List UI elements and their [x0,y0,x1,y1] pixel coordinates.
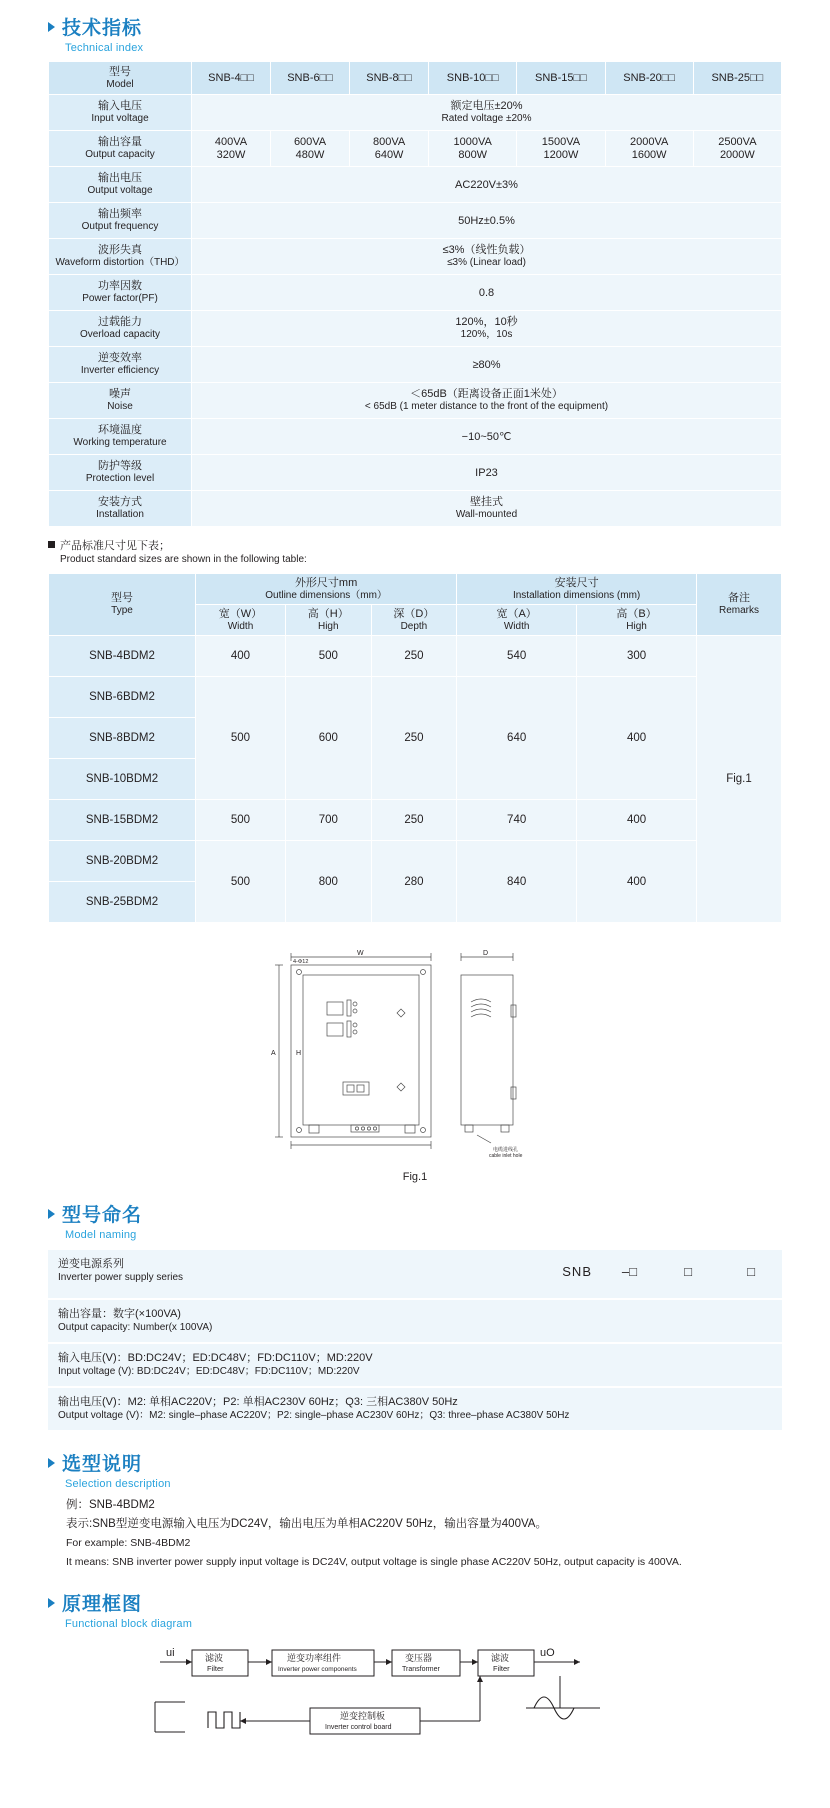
naming-row-input-voltage [48,1344,782,1388]
table-row-working-temperature [49,419,782,455]
section-header-block-diagram [48,1594,830,1630]
header-model-6: SNB-25□□ [693,62,781,95]
cell-type: SNB-20BDM2 [49,841,196,882]
cell-depth: 250 [371,800,457,841]
row-label: 功率因数 Power factor(PF) [49,275,192,311]
section-header-model-naming [48,1205,830,1241]
cell-install-width: 540 [457,636,577,677]
dim-label-d: D [483,950,489,957]
header-installation-dimensions: 安装尺寸 Installation dimensions (mm) [457,574,697,605]
row-value: ≥80% [192,347,782,383]
cell-install-width: 840 [457,841,577,923]
header-install-width: 宽（A） Width [457,605,577,636]
hole-label-en: cable inlet hole [489,1153,523,1159]
naming-label-cn: 输入电压(V)：BD:DC24V；ED:DC48V；FD:DC110V；MD:220V [58,1352,373,1364]
cell-install-high: 400 [577,841,697,923]
cell-type: SNB-15BDM2 [49,800,196,841]
row-value: 额定电压±20% Rated voltage ±20% [192,95,782,131]
row-value: 120%，10秒 120%，10s [192,311,782,347]
header-install-high: 高（B） High [577,605,697,636]
block-diagram-svg [0,1636,830,1751]
naming-label-cn: 逆变电源系列 [58,1258,124,1270]
cell-high: 700 [285,800,371,841]
table-row-overload-capacity [49,311,782,347]
box-5-cn: 逆变控制板 [340,1711,386,1721]
selection-description-body [66,1496,830,1572]
row-value: 2500VA 2000W [693,131,781,167]
row-label: 输出电压 Output voltage [49,167,192,203]
header-model-2: SNB-8□□ [350,62,429,95]
label-output: uO [540,1647,555,1659]
hole-label-cn: 电缆进线孔 [493,1147,519,1153]
header-model-1: SNB-6□□ [271,62,350,95]
box-4-en: Filter [493,1664,510,1673]
section-header-technical-index [48,0,830,54]
dim-label-holes: 4-Φ12 [293,959,309,965]
section-title-en: Functional block diagram [65,1618,193,1630]
triangle-bullet-icon [48,22,55,32]
cell-install-width: 740 [457,800,577,841]
table-row-output-voltage [49,167,782,203]
box-3-en: Transformer [402,1666,440,1673]
cabinet-drawing-svg [265,947,565,1162]
row-value: 800VA 640W [350,131,429,167]
cell-depth: 250 [371,636,457,677]
table-header-row [49,62,782,95]
naming-code-slot-3: □ [747,1264,755,1279]
table-row [49,841,782,882]
table-row-installation [49,491,782,527]
cell-high: 600 [285,677,371,800]
triangle-bullet-icon [48,1458,55,1468]
row-value: 600VA 480W [271,131,350,167]
section-title-cn: 原理框图 [48,1594,830,1616]
cell-width: 500 [196,677,286,800]
table-row [49,636,782,677]
row-label: 环境温度 Working temperature [49,419,192,455]
section-title-en: Technical index [65,42,144,54]
table-row-output-capacity [49,131,782,167]
standard-sizes-table [48,573,782,923]
label-input: ui [166,1647,175,1659]
naming-label-en: Output capacity: Number(x 100VA) [58,1322,213,1333]
row-label: 输出容量 Output capacity [49,131,192,167]
selection-line-1: 例：SNB-4BDM2 [66,1499,155,1511]
naming-row-output-voltage [48,1388,782,1432]
row-value: 1500VA 1200W [517,131,605,167]
cell-high: 800 [285,841,371,923]
naming-code-slot-1: –□ [621,1264,637,1279]
row-value: 2000VA 1600W [605,131,693,167]
box-2-cn: 逆变功率组件 [287,1653,342,1663]
naming-label-en: Inverter power supply series [58,1272,184,1283]
header-model-0: SNB-4□□ [192,62,271,95]
section-title-en: Selection description [65,1478,171,1490]
row-label: 波形失真 Waveform distortion（THD） [49,239,192,275]
section-title-cn: 选型说明 [48,1454,830,1476]
square-bullet-icon [48,541,55,548]
table-row-power-factor [49,275,782,311]
header-remarks: 备注 Remarks [697,574,782,636]
cell-type: SNB-4BDM2 [49,636,196,677]
cell-install-width: 640 [457,677,577,800]
header-model: 型号 Model [49,62,192,95]
box-1-cn: 滤波 [205,1653,224,1663]
dim-label-a: A [271,1050,276,1057]
table-header-row-1 [49,574,782,605]
figure-caption: Fig.1 [402,1171,428,1183]
box-2-en: Inverter power components [278,1666,357,1673]
box-1-en: Filter [207,1664,224,1673]
size-note [48,539,830,567]
row-label: 防护等级 Protection level [49,455,192,491]
cell-type: SNB-25BDM2 [49,882,196,923]
naming-row-capacity [48,1300,782,1344]
cell-depth: 280 [371,841,457,923]
triangle-bullet-icon [48,1598,55,1608]
header-type: 型号 Type [49,574,196,636]
size-note-en: Product standard sizes are shown in the following table: [60,554,307,565]
header-width: 宽（W） Width [196,605,286,636]
header-model-5: SNB-20□□ [605,62,693,95]
cell-width: 500 [196,841,286,923]
table-row-noise [49,383,782,419]
naming-row-series [48,1250,782,1300]
header-outline-dimensions: 外形尺寸mm Outline dimensions（mm） [196,574,457,605]
row-value: ＜65dB（距离设备正面1米处） < 65dB (1 meter distance to the front of the equipment) [192,383,782,419]
table-row-input-voltage [49,95,782,131]
size-note-cn: 产品标准尺寸见下表； [48,539,830,553]
row-value: IP23 [192,455,782,491]
cell-high: 500 [285,636,371,677]
box-4-cn: 滤波 [491,1653,510,1663]
cell-install-high: 400 [577,800,697,841]
dim-label-w: W [357,950,364,957]
cell-remarks: Fig.1 [697,636,782,923]
box-5-en: Inverter control board [325,1724,392,1731]
row-label: 噪声 Noise [49,383,192,419]
row-label: 逆变效率 Inverter efficiency [49,347,192,383]
selection-line-2: 表示:SNB型逆变电源输入电压为DC24V，输出电压为单相AC220V 50Hz，输出容量为400VA。 [66,1518,547,1530]
table-row-output-frequency [49,203,782,239]
cell-install-high: 300 [577,636,697,677]
row-value: AC220V±3% [192,167,782,203]
cell-install-high: 400 [577,677,697,800]
row-value: −10~50℃ [192,419,782,455]
naming-code-snb: SNB [562,1264,592,1279]
product-drawing [0,947,830,1183]
naming-label-cn: 输出电压(V)：M2: 单相AC220V；P2: 单相AC230V 60Hz；Q3: 三相AC380V 50Hz [58,1396,458,1408]
cell-width: 400 [196,636,286,677]
table-row [49,677,782,718]
section-header-selection [48,1454,830,1490]
header-model-3: SNB-10□□ [429,62,517,95]
model-naming-block [48,1250,782,1432]
cell-width: 500 [196,800,286,841]
triangle-bullet-icon [48,1209,55,1219]
section-title-en: Model naming [65,1229,137,1241]
row-label: 过载能力 Overload capacity [49,311,192,347]
naming-label-en: Input voltage (V): BD:DC24V；ED:DC48V；FD:DC110V；MD:220V [58,1366,360,1377]
box-3-cn: 变压器 [405,1653,433,1663]
cell-type: SNB-10BDM2 [49,759,196,800]
selection-line-4: It means: SNB inverter power supply input voltage is DC24V, output voltage is single phase AC220V 50Hz, output capacity is 400VA. [66,1556,682,1568]
row-value: 壁挂式 Wall-mounted [192,491,782,527]
row-value: 1000VA 800W [429,131,517,167]
table-row-waveform-distortion [49,239,782,275]
row-value: 0.8 [192,275,782,311]
table-row-inverter-efficiency [49,347,782,383]
row-label: 安装方式 Installation [49,491,192,527]
selection-line-3: For example: SNB-4BDM2 [66,1537,191,1549]
row-label: 输出频率 Output frequency [49,203,192,239]
section-title-cn: 技术指标 [48,18,830,40]
row-value: 400VA 320W [192,131,271,167]
row-label: 输入电压 Input voltage [49,95,192,131]
table-row [49,800,782,841]
naming-label-cn: 输出容量：数字(×100VA) [58,1308,181,1320]
cell-type: SNB-8BDM2 [49,718,196,759]
table-row-protection-level [49,455,782,491]
header-high: 高（H） High [285,605,371,636]
technical-index-table [48,61,782,527]
functional-block-diagram [0,1636,830,1756]
section-title-cn: 型号命名 [48,1205,830,1227]
cell-depth: 250 [371,677,457,800]
cell-type: SNB-6BDM2 [49,677,196,718]
naming-code-slot-2: □ [684,1264,692,1279]
naming-label-en: Output voltage (V)：M2: single–phase AC220V；P2: single–phase AC230V 60Hz；Q3: three–phase AC380V 50Hz [58,1410,570,1421]
dim-label-h: H [296,1050,302,1057]
row-value: ≤3%（线性负载） ≤3% (Linear load) [192,239,782,275]
header-model-4: SNB-15□□ [517,62,605,95]
row-value: 50Hz±0.5% [192,203,782,239]
header-depth: 深（D） Depth [371,605,457,636]
